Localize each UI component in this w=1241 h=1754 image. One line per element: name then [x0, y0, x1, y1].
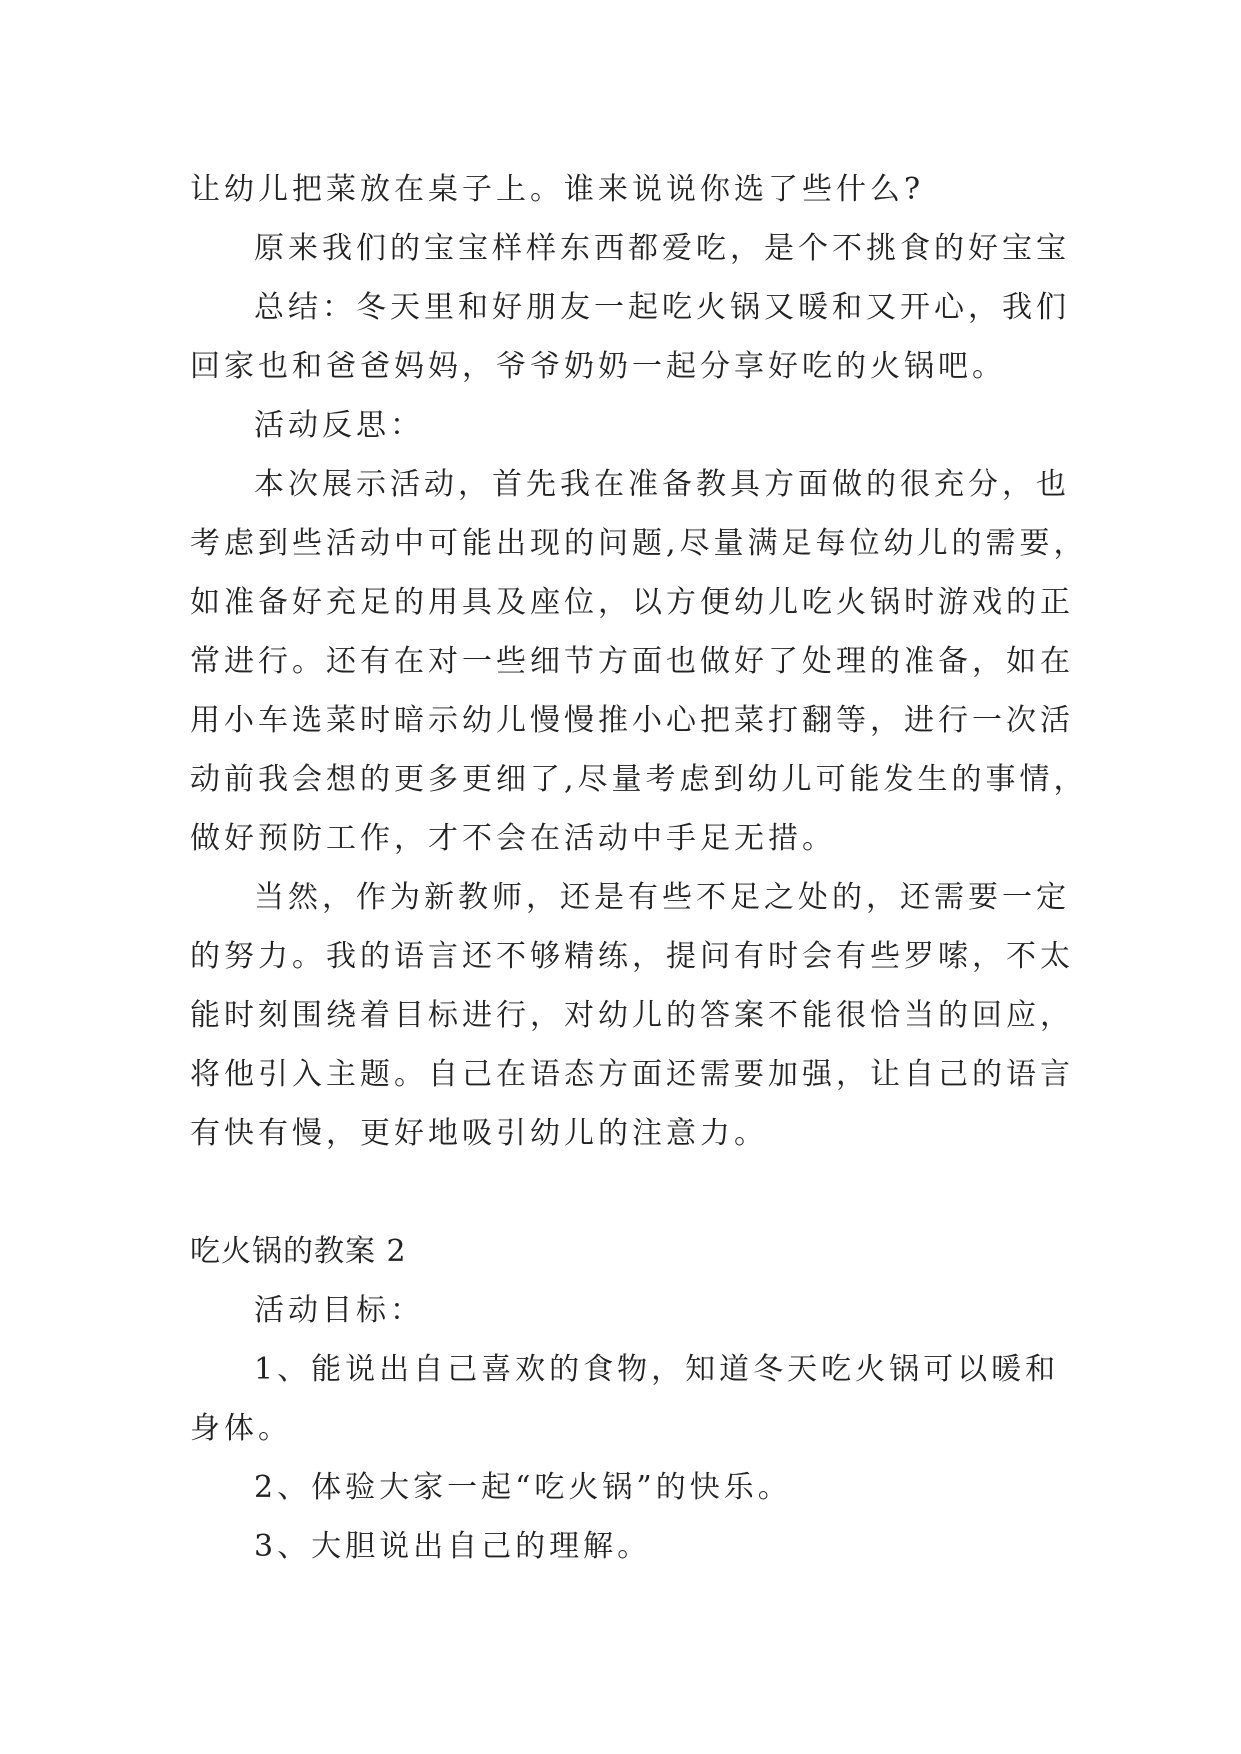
section-heading: 活动目标：: [254, 1293, 424, 1328]
paragraph-line: 原来我们的宝宝样样东西都爱吃，是个不挑食的好宝宝: [254, 231, 1070, 266]
list-item-continuation: 身体。: [190, 1411, 292, 1446]
paragraph-line: 有快有慢，更好地吸引幼儿的注意力。: [190, 1116, 768, 1151]
list-item: 2、体验大家一起“吃火锅”的快乐。: [254, 1470, 792, 1505]
paragraph-line: 能时刻围绕着目标进行，对幼儿的答案不能很恰当的回应，: [190, 998, 1074, 1033]
paragraph-line: 做好预防工作，才不会在活动中手足无措。: [190, 821, 836, 856]
paragraph-line: 用小车选菜时暗示幼儿慢慢推小心把菜打翻等，进行一次活: [190, 703, 1074, 738]
paragraph-line: 如准备好充足的用具及座位，以方便幼儿吃火锅时游戏的正: [190, 585, 1074, 620]
list-item: 1、能说出自己喜欢的食物，知道冬天吃火锅可以暖和: [254, 1352, 1060, 1387]
paragraph-line: 将他引入主题。自己在语态方面还需要加强，让自己的语言: [190, 1057, 1074, 1092]
section-title: 吃火锅的教案 2: [190, 1234, 407, 1269]
list-item: 3、大胆说出自己的理解。: [254, 1529, 652, 1564]
paragraph-line: 回家也和爸爸妈妈，爷爷奶奶一起分享好吃的火锅吧。: [190, 349, 1006, 384]
paragraph-line: 本次展示活动，首先我在准备教具方面做的很充分，也: [254, 467, 1070, 502]
paragraph-line: 动前我会想的更多更细了,尽量考虑到幼儿可能发生的事情，: [190, 762, 1088, 797]
document-body: [190, 160, 1088, 1576]
paragraph-line: 常进行。还有在对一些细节方面也做好了处理的准备，如在: [190, 644, 1074, 679]
paragraph-line: 总结：冬天里和好朋友一起吃火锅又暖和又开心，我们: [254, 290, 1070, 325]
section-heading: 活动反思：: [254, 408, 424, 443]
paragraph-line: 当然，作为新教师，还是有些不足之处的，还需要一定: [254, 880, 1070, 915]
paragraph-line: 的努力。我的语言还不够精练，提问有时会有些罗嗦，不太: [190, 939, 1074, 974]
paragraph-line: 考虑到些活动中可能出现的问题,尽量满足每位幼儿的需要，: [190, 526, 1088, 561]
section-spacer: [190, 1163, 1062, 1222]
paragraph-line: 让幼儿把菜放在桌子上。谁来说说你选了些什么?: [190, 172, 925, 207]
